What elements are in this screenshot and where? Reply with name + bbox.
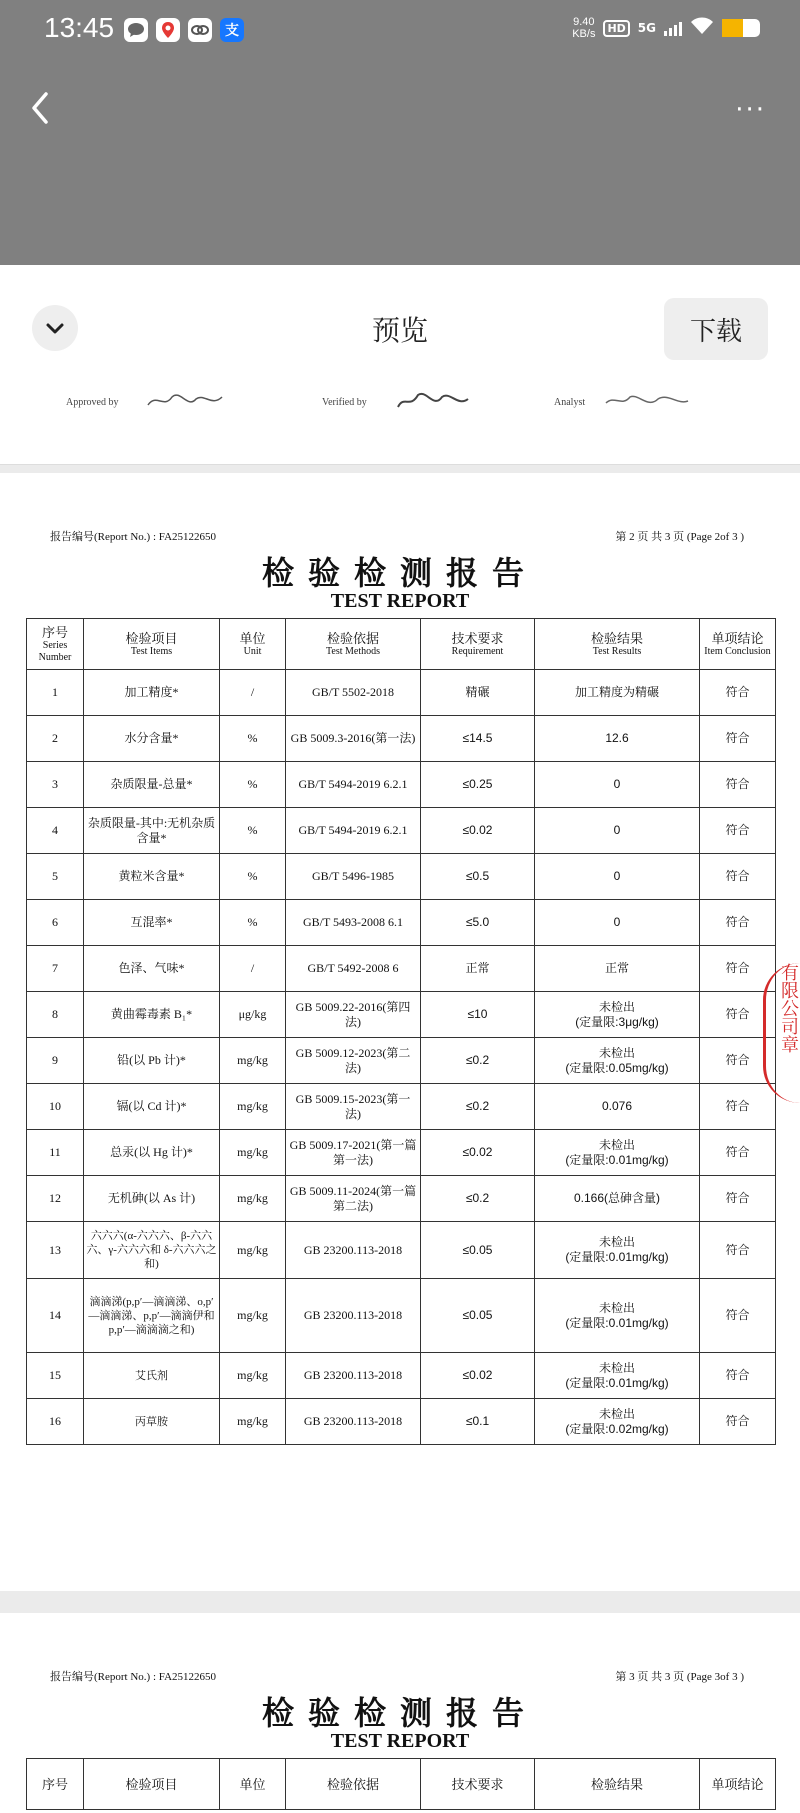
cell-method: GB 5009.15-2023(第一法)	[286, 1084, 421, 1130]
column-header: 序号	[27, 1759, 84, 1810]
official-seal: 有限公司章	[763, 963, 800, 1103]
cell-method: GB 23200.113-2018	[286, 1353, 421, 1399]
cell-no: 12	[27, 1176, 84, 1222]
status-time: 13:45	[44, 12, 115, 43]
results-table	[26, 618, 776, 1445]
cell-unit: mg/kg	[220, 1084, 286, 1130]
cell-req: ≤14.5	[421, 716, 535, 762]
system-indicators	[572, 16, 760, 40]
column-header: 检验依据 Test Methods	[286, 619, 421, 670]
cell-req: ≤0.05	[421, 1222, 535, 1279]
cell-no: 2	[27, 716, 84, 762]
cell-req: 精碾	[421, 670, 535, 716]
verified-signature	[396, 391, 472, 411]
table-body	[27, 670, 776, 1445]
cell-result: 0	[535, 854, 700, 900]
cell-result: 正常	[535, 946, 700, 992]
cell-item: 杂质限量-总量*	[84, 762, 220, 808]
cell-method: GB/T 5494-2019 6.2.1	[286, 808, 421, 854]
cell-unit: %	[220, 900, 286, 946]
cell-method: GB 5009.11-2024(第一篇 第二法)	[286, 1176, 421, 1222]
cell-conclusion: 符合	[700, 1279, 776, 1353]
cell-result: 0	[535, 762, 700, 808]
cell-unit: mg/kg	[220, 1222, 286, 1279]
cell-conclusion: 符合	[700, 1038, 776, 1084]
cell-req: 正常	[421, 946, 535, 992]
cell-no: 6	[27, 900, 84, 946]
cell-item: 黄曲霉毒素 B₁*	[84, 992, 220, 1038]
battery-icon	[722, 19, 760, 37]
sheet-header	[0, 265, 800, 391]
report-number: 报告编号(Report No.) : FA25122650	[50, 1671, 217, 1683]
hd-badge: HD	[603, 20, 629, 37]
cell-req: ≤0.05	[421, 1279, 535, 1353]
cell-result: 未检出 (定量限:0.01mg/kg)	[535, 1130, 700, 1176]
table-row	[27, 1279, 776, 1353]
cell-req: ≤5.0	[421, 900, 535, 946]
cell-req: ≤0.5	[421, 854, 535, 900]
column-header: 检验结果	[535, 1759, 700, 1810]
column-header: 检验项目 Test Items	[84, 619, 220, 670]
cell-unit: %	[220, 808, 286, 854]
approved-signature	[146, 391, 226, 411]
cell-conclusion: 符合	[700, 900, 776, 946]
cell-method: GB/T 5494-2019 6.2.1	[286, 762, 421, 808]
report-title-en: TEST REPORT	[330, 590, 470, 612]
cell-item: 铅(以 Pb 计)*	[84, 1038, 220, 1084]
analyst-label: Analyst	[554, 397, 586, 408]
cell-no: 16	[27, 1399, 84, 1445]
cell-method: GB 5009.22-2016(第四法)	[286, 992, 421, 1038]
table-header	[27, 619, 776, 670]
cell-result: 0.076	[535, 1084, 700, 1130]
cell-result: 未检出 (定量限:0.01mg/kg)	[535, 1279, 700, 1353]
previous-page-tail	[0, 391, 800, 465]
cell-result: 0	[535, 900, 700, 946]
cell-method: GB/T 5502-2018	[286, 670, 421, 716]
cell-no: 8	[27, 992, 84, 1038]
table-row	[27, 900, 776, 946]
cell-method: GB/T 5492-2008 6	[286, 946, 421, 992]
cell-conclusion: 符合	[700, 1399, 776, 1445]
cell-unit: %	[220, 716, 286, 762]
cell-conclusion: 符合	[700, 854, 776, 900]
column-header: 序号 Series Number	[27, 619, 84, 670]
sheet-title: 预览	[371, 314, 428, 347]
cell-no: 9	[27, 1038, 84, 1084]
column-header: 单位 Unit	[220, 619, 286, 670]
cell-req: ≤0.2	[421, 1176, 535, 1222]
preview-sheet	[0, 265, 800, 1792]
analyst-signature	[604, 391, 690, 411]
download-button[interactable]: 下载	[664, 298, 768, 360]
report-title: 检验检测报告	[261, 1694, 538, 1732]
column-header: 检验结果 Test Results	[535, 619, 700, 670]
cell-item: 丙草胺	[84, 1399, 220, 1445]
cell-conclusion: 符合	[700, 946, 776, 992]
notification-icons	[124, 18, 244, 42]
table-row	[27, 1038, 776, 1084]
table-row	[27, 1353, 776, 1399]
cell-req: ≤0.02	[421, 808, 535, 854]
table-row	[27, 1130, 776, 1176]
cell-conclusion: 符合	[700, 1353, 776, 1399]
table-row	[27, 1399, 776, 1445]
cell-req: ≤0.25	[421, 762, 535, 808]
cell-item: 滴滴涕(p,p′—滴滴涕、o,p′—滴滴涕、p,p′—滴滴伊和p,p′—滴滴滴之和)	[84, 1279, 220, 1353]
column-header: 技术要求 Requirement	[421, 619, 535, 670]
cell-conclusion: 符合	[700, 808, 776, 854]
cell-unit: mg/kg	[220, 1399, 286, 1445]
cell-item: 总汞(以 Hg 计)*	[84, 1130, 220, 1176]
cell-item: 杂质限量-其中:无机杂质含量*	[84, 808, 220, 854]
report-number: 报告编号(Report No.) : FA25122650	[50, 531, 217, 543]
cell-no: 15	[27, 1353, 84, 1399]
cell-item: 加工精度*	[84, 670, 220, 716]
cell-method: GB 23200.113-2018	[286, 1399, 421, 1445]
table-row	[27, 992, 776, 1038]
column-header: 单项结论 Item Conclusion	[700, 619, 776, 670]
column-header: 技术要求	[421, 1759, 535, 1810]
report-title: 检验检测报告	[261, 554, 538, 592]
cell-unit: μg/kg	[220, 992, 286, 1038]
back-button[interactable]	[26, 88, 56, 128]
table-row	[27, 716, 776, 762]
table-row	[27, 946, 776, 992]
cell-unit: mg/kg	[220, 1038, 286, 1084]
cell-no: 13	[27, 1222, 84, 1279]
cell-item: 黄粒米含量*	[84, 854, 220, 900]
column-header: 单位	[220, 1759, 286, 1810]
table-row	[27, 1222, 776, 1279]
cell-req: ≤0.1	[421, 1399, 535, 1445]
cell-conclusion: 符合	[700, 1222, 776, 1279]
cell-unit: %	[220, 854, 286, 900]
cell-conclusion: 符合	[700, 716, 776, 762]
cell-no: 4	[27, 808, 84, 854]
verified-label: Verified by	[322, 397, 367, 408]
approved-label: Approved by	[66, 397, 119, 408]
cell-req: ≤0.02	[421, 1130, 535, 1176]
report-page-3	[0, 1613, 800, 1813]
cell-method: GB 5009.17-2021(第一篇 第一法)	[286, 1130, 421, 1176]
column-header: 单项结论	[700, 1759, 776, 1810]
message-icon	[124, 18, 148, 42]
cell-result: 未检出 (定量限:3μg/kg)	[535, 992, 700, 1038]
cell-result: 加工精度为精碾	[535, 670, 700, 716]
cell-no: 7	[27, 946, 84, 992]
cell-no: 3	[27, 762, 84, 808]
cell-result: 12.6	[535, 716, 700, 762]
cell-result: 未检出 (定量限:0.05mg/kg)	[535, 1038, 700, 1084]
cell-unit: mg/kg	[220, 1176, 286, 1222]
cell-req: ≤10	[421, 992, 535, 1038]
cell-item: 色泽、气味*	[84, 946, 220, 992]
cell-item: 水分含量*	[84, 716, 220, 762]
cell-conclusion: 符合	[700, 670, 776, 716]
cell-method: GB 5009.12-2023(第二法)	[286, 1038, 421, 1084]
cell-result: 0.166(总砷含量)	[535, 1176, 700, 1222]
cell-no: 14	[27, 1279, 84, 1353]
results-table	[26, 1758, 776, 1810]
cell-no: 5	[27, 854, 84, 900]
cell-conclusion: 符合	[700, 1176, 776, 1222]
cell-result: 未检出 (定量限:0.01mg/kg)	[535, 1353, 700, 1399]
cell-no: 11	[27, 1130, 84, 1176]
cell-result: 未检出 (定量限:0.02mg/kg)	[535, 1399, 700, 1445]
cell-unit: %	[220, 762, 286, 808]
cell-no: 1	[27, 670, 84, 716]
report-page-2	[0, 473, 800, 1591]
status-bar	[0, 0, 800, 64]
cell-method: GB/T 5496-1985	[286, 854, 421, 900]
column-header: 检验项目	[84, 1759, 220, 1810]
cell-conclusion: 符合	[700, 1130, 776, 1176]
page-number: 第 2 页 共 3 页 (Page 2of 3 )	[615, 531, 744, 543]
signal-icon	[664, 20, 682, 36]
more-button[interactable]: ···	[735, 95, 766, 125]
cell-item: 艾氏剂	[84, 1353, 220, 1399]
cell-conclusion: 符合	[700, 992, 776, 1038]
map-icon	[156, 18, 180, 42]
cell-item: 无机砷(以 As 计)	[84, 1176, 220, 1222]
cell-conclusion: 符合	[700, 1084, 776, 1130]
network-type: 5G	[637, 21, 656, 35]
column-header: 检验依据	[286, 1759, 421, 1810]
cell-req: ≤0.02	[421, 1353, 535, 1399]
cell-unit: mg/kg	[220, 1130, 286, 1176]
table-row	[27, 1084, 776, 1130]
table-row	[27, 808, 776, 854]
link-icon	[188, 18, 212, 42]
network-speed: 9.40 KB/s	[572, 16, 596, 40]
alipay-icon: 支	[220, 18, 244, 42]
cell-method: GB 23200.113-2018	[286, 1222, 421, 1279]
cell-method: GB 23200.113-2018	[286, 1279, 421, 1353]
cell-unit: mg/kg	[220, 1279, 286, 1353]
cell-unit: mg/kg	[220, 1353, 286, 1399]
report-title-en: TEST REPORT	[330, 1730, 470, 1752]
chevron-left-icon	[26, 88, 56, 128]
cell-result: 0	[535, 808, 700, 854]
table-row	[27, 854, 776, 900]
cell-method: GB/T 5493-2008 6.1	[286, 900, 421, 946]
cell-req: ≤0.2	[421, 1038, 535, 1084]
cell-method: GB 5009.3-2016(第一法)	[286, 716, 421, 762]
table-row	[27, 670, 776, 716]
table-row	[27, 1176, 776, 1222]
table-row	[27, 762, 776, 808]
wifi-icon	[690, 17, 714, 40]
cell-result: 未检出 (定量限:0.01mg/kg)	[535, 1222, 700, 1279]
cell-item: 六六六(α-六六六、β-六六六、γ-六六六和 δ-六六六之和)	[84, 1222, 220, 1279]
cell-item: 互混率*	[84, 900, 220, 946]
cell-unit: /	[220, 946, 286, 992]
page-number: 第 3 页 共 3 页 (Page 3of 3 )	[615, 1671, 744, 1683]
cell-conclusion: 符合	[700, 762, 776, 808]
table-header	[27, 1759, 776, 1810]
cell-unit: /	[220, 670, 286, 716]
cell-item: 镉(以 Cd 计)*	[84, 1084, 220, 1130]
cell-req: ≤0.2	[421, 1084, 535, 1130]
cell-no: 10	[27, 1084, 84, 1130]
